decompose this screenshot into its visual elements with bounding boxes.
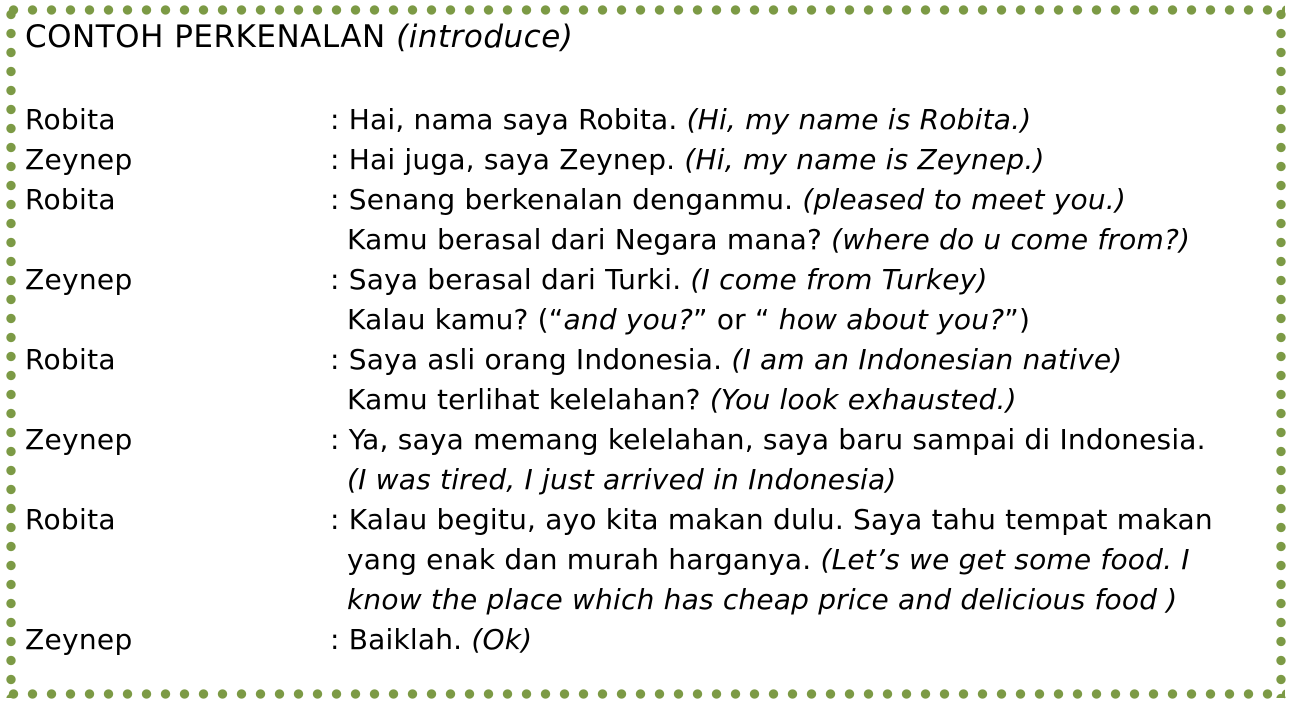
dialogue-line (330, 500, 1271, 540)
dialogue-line (330, 300, 1271, 340)
dialogue-line (330, 100, 1271, 140)
indonesian-text: : Ya, saya memang kelelahan, saya baru sampai di Indonesia. (330, 423, 1206, 456)
indonesian-text: : Saya berasal dari Turki. (330, 263, 691, 296)
translation-text: (Hi, my name is Robita.) (686, 103, 1032, 136)
speaker-name: Zeynep (25, 623, 133, 656)
speaker-name: Robita (25, 343, 116, 376)
indonesian-text: : Senang berkenalan denganmu. (330, 183, 803, 216)
dialogue-line (330, 540, 1271, 580)
dialogue-line (330, 580, 1271, 620)
dialogue-line (330, 340, 1271, 380)
translation-text: (I am an Indonesian native) (731, 343, 1123, 376)
dialogue-row (25, 340, 1271, 420)
indonesian-text: : Kalau begitu, ayo kita makan dulu. Saya tahu tempat makan (330, 503, 1213, 536)
translation-text: and you? (563, 303, 694, 336)
dialogue-text (330, 180, 1271, 260)
dotted-border-right (1276, 5, 1286, 698)
dialogue-text (330, 420, 1271, 500)
dialogue-row (25, 260, 1271, 340)
dialogue-text (330, 620, 1271, 660)
dialogue-line (330, 260, 1271, 300)
dialogue-text (330, 500, 1271, 620)
dotted-border-bottom (4, 689, 1285, 699)
page-title-translation: (introduce) (396, 19, 574, 55)
translation-text: (where do u come from?) (831, 223, 1191, 256)
dialogue-line (330, 140, 1271, 180)
dialogue-row (25, 140, 1271, 180)
dialogue-row (25, 620, 1271, 660)
dialogue-line (330, 380, 1271, 420)
speaker-name: Robita (25, 103, 116, 136)
translation-text: (I was tired, I just arrived in Indonesia) (347, 463, 897, 496)
speaker-name: Zeynep (25, 143, 133, 176)
dialogue-text (330, 100, 1271, 140)
dotted-border-left (6, 5, 16, 698)
translation-text: (pleased to meet you.) (802, 183, 1126, 216)
dialogue-line (330, 420, 1271, 460)
dialogue-text (330, 340, 1271, 420)
translation-text: (I come from Turkey) (690, 263, 988, 296)
translation-text: (Hi, my name is Zeynep.) (684, 143, 1045, 176)
dialogue-text (330, 140, 1271, 180)
dialogue-row (25, 100, 1271, 140)
dialogue-row (25, 420, 1271, 500)
indonesian-text: Kamu terlihat kelelahan? (347, 383, 710, 416)
indonesian-text: yang enak dan murah harganya. (347, 543, 821, 576)
dialogue (25, 100, 1271, 660)
translation-text: (You look exhausted.) (709, 383, 1017, 416)
speaker-name: Robita (25, 183, 116, 216)
dialogue-line (330, 220, 1271, 260)
dialogue-text (330, 260, 1271, 340)
indonesian-text: ”) (1004, 303, 1031, 336)
indonesian-text: : Saya asli orang Indonesia. (330, 343, 732, 376)
indonesian-text: Kamu berasal dari Negara mana? (347, 223, 832, 256)
dotted-border-top (4, 5, 1285, 15)
indonesian-text: Kalau kamu? (“ (347, 303, 564, 336)
indonesian-text: ” or “ (693, 303, 779, 336)
page-title (25, 16, 1271, 58)
dialogue-line (330, 180, 1271, 220)
translation-text: (Let’s we get some food. I (820, 543, 1190, 576)
page-content (25, 16, 1271, 660)
dialogue-line (330, 460, 1271, 500)
translation-text: (Ok) (471, 623, 533, 656)
indonesian-text: : Hai, nama saya Robita. (330, 103, 687, 136)
dialogue-row (25, 500, 1271, 620)
indonesian-text: : Hai juga, saya Zeynep. (330, 143, 685, 176)
translation-text: how about you? (778, 303, 1005, 336)
dialogue-line (330, 620, 1271, 660)
translation-text: know the place which has cheap price and delicious food ) (347, 583, 1178, 616)
speaker-name: Zeynep (25, 263, 133, 296)
indonesian-text: : Baiklah. (330, 623, 472, 656)
speaker-name: Zeynep (25, 423, 133, 456)
speaker-name: Robita (25, 503, 116, 536)
page-title-text: CONTOH PERKENALAN (25, 19, 397, 55)
dialogue-row (25, 180, 1271, 260)
